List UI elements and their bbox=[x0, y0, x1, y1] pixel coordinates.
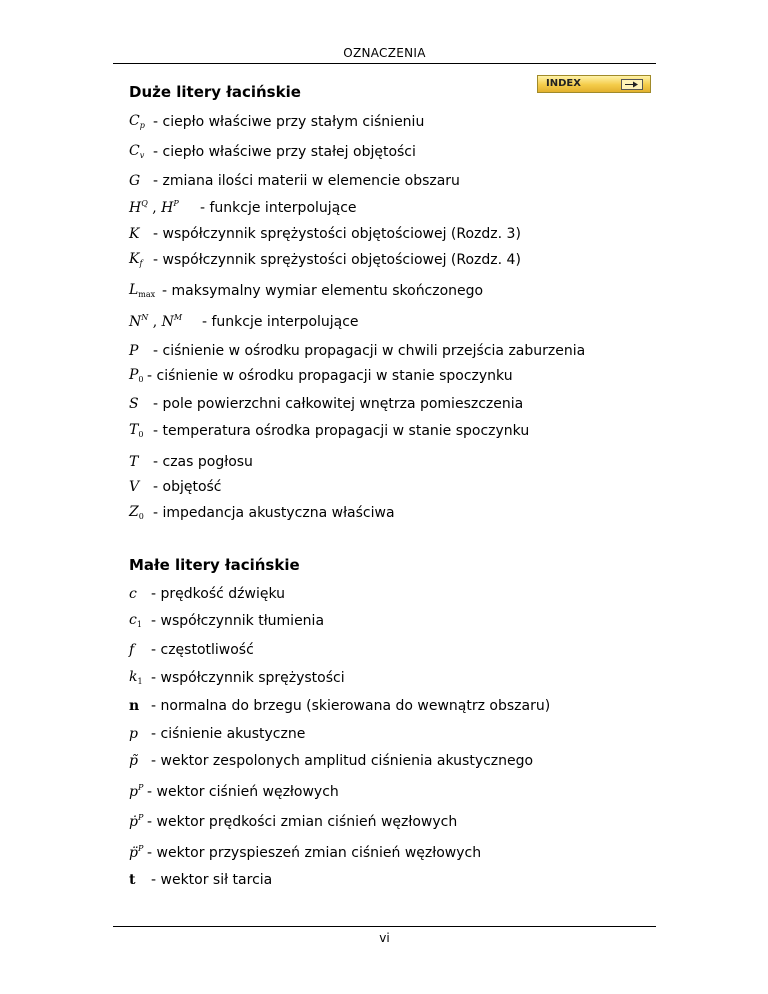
description: - ciśnienie w ośrodku propagacji w stanie spoczynku bbox=[147, 368, 513, 384]
symbol: p̈$^P$ bbox=[129, 844, 144, 861]
index-button[interactable] bbox=[537, 75, 651, 93]
description: - współczynnik sprężystości objętościowej (Rozdz. 3) bbox=[153, 226, 521, 242]
description: - wektor zespolonych amplitud ciśnienia akustycznego bbox=[151, 753, 534, 769]
header-rule bbox=[113, 63, 656, 64]
description: - wektor ciśnień węzłowych bbox=[147, 784, 339, 800]
description: - częstotliwość bbox=[151, 642, 254, 658]
description: - funkcje interpolujące bbox=[200, 200, 357, 216]
description: - współczynnik sprężystości bbox=[151, 670, 345, 686]
section-heading-uppercase: Duże litery łacińskie bbox=[129, 83, 301, 101]
symbol: T bbox=[129, 454, 139, 470]
symbol: f bbox=[129, 642, 135, 658]
symbol: n bbox=[129, 698, 140, 714]
running-header: OZNACZENIA bbox=[343, 46, 426, 60]
symbol: p̃ bbox=[129, 753, 138, 769]
symbol: $L_{max}$ bbox=[129, 282, 156, 299]
symbol: S bbox=[129, 396, 139, 412]
description: - impedancja akustyczna właściwa bbox=[153, 505, 395, 521]
symbol: $H^Q$ , $H^P$ bbox=[129, 199, 179, 216]
symbol: $p^P$ bbox=[129, 783, 144, 800]
description: - objętość bbox=[153, 479, 222, 495]
description: - wektor sił tarcia bbox=[151, 872, 273, 888]
description: - maksymalny wymiar elementu skończonego bbox=[162, 283, 484, 299]
symbol: V bbox=[129, 479, 140, 495]
description: - zmiana ilości materii w elemencie obszaru bbox=[153, 173, 460, 189]
description: - temperatura ośrodka propagacji w stanie spoczynku bbox=[153, 423, 530, 439]
symbol: $c_1$ bbox=[129, 612, 142, 629]
description: - normalna do brzegu (skierowana do wewnątrz obszaru) bbox=[151, 698, 551, 714]
symbol: G bbox=[129, 173, 141, 189]
description: - wektor prędkości zmian ciśnień węzłowych bbox=[147, 814, 458, 830]
footer-rule bbox=[113, 926, 656, 927]
symbol: $C_p$ bbox=[129, 113, 145, 130]
symbol: $T_0$ bbox=[129, 422, 144, 439]
description: - pole powierzchni całkowitej wnętrza pomieszczenia bbox=[153, 396, 524, 412]
description: - ciepło właściwe przy stałym ciśnieniu bbox=[153, 114, 425, 130]
description: - wektor przyspieszeń zmian ciśnień węzłowych bbox=[147, 845, 482, 861]
description: - ciśnienie w ośrodku propagacji w chwili przejścia zaburzenia bbox=[153, 343, 586, 359]
symbol: $K_f$ bbox=[129, 251, 143, 268]
symbol: P bbox=[129, 343, 139, 359]
symbol: ṗ$^P$ bbox=[129, 813, 144, 830]
symbol: t bbox=[129, 872, 136, 888]
symbol: K bbox=[129, 226, 140, 242]
symbol: c bbox=[129, 586, 137, 602]
description: - współczynnik sprężystości objętościowej (Rozdz. 4) bbox=[153, 252, 521, 268]
symbol: $C_v$ bbox=[129, 143, 145, 160]
section-heading-lowercase: Małe litery łacińskie bbox=[129, 556, 300, 574]
symbol: $N^N$ , $N^M$ bbox=[129, 313, 183, 330]
description: - ciśnienie akustyczne bbox=[151, 726, 306, 742]
index-button-label: INDEX bbox=[546, 78, 581, 89]
description: - prędkość dźwięku bbox=[151, 586, 285, 602]
description: - współczynnik tłumienia bbox=[151, 613, 325, 629]
description: - funkcje interpolujące bbox=[202, 314, 359, 330]
symbol: $P_0$ bbox=[129, 367, 144, 384]
arrow-right-icon bbox=[621, 79, 643, 90]
symbol: $Z_0$ bbox=[129, 504, 144, 521]
page-number: vi bbox=[379, 931, 390, 945]
description: - czas pogłosu bbox=[153, 454, 253, 470]
symbol: p bbox=[129, 726, 138, 742]
description: - ciepło właściwe przy stałej objętości bbox=[153, 144, 416, 160]
symbol: $k_1$ bbox=[129, 669, 143, 686]
